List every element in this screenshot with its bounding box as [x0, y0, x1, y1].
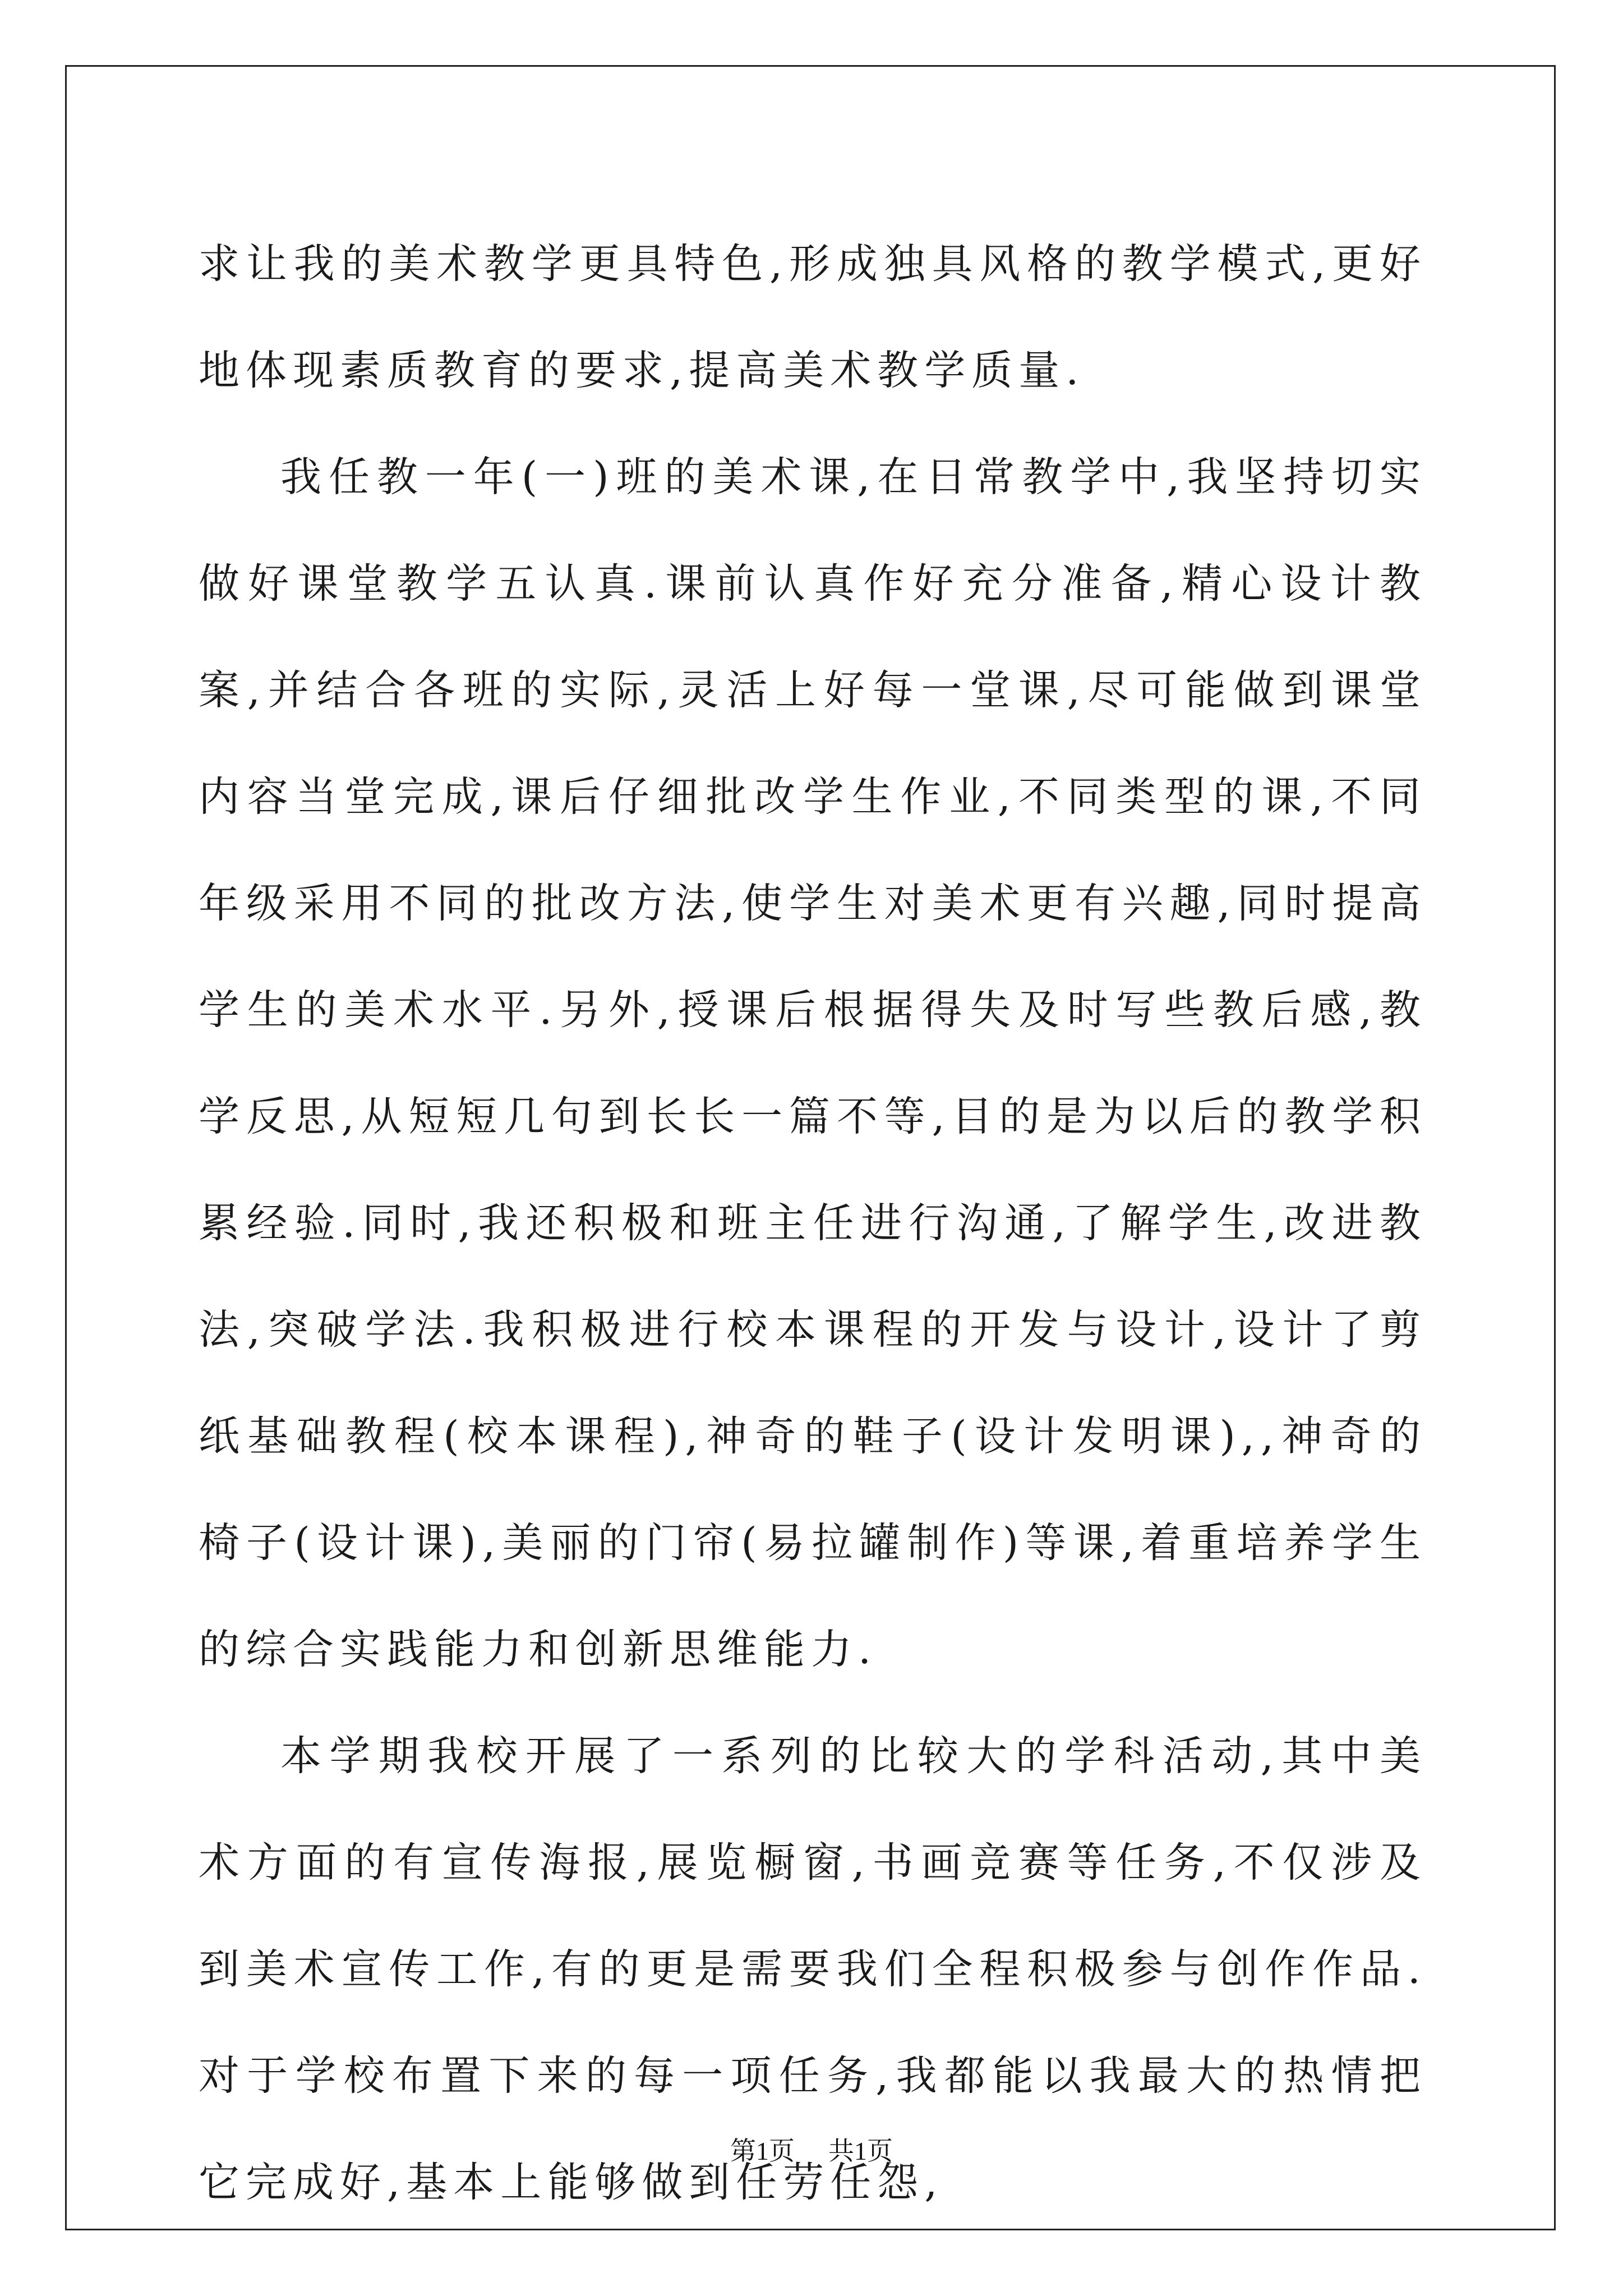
paragraph-2: 我任教一年(一)班的美术课,在日常教学中,我坚持切实做好课堂教学五认真.课前认真作好充分准备,精心设计教案,并结合各班的实际,灵活上好每一堂课,尽可能做到课堂内容当堂完成,课后仔细批改学生作业,不同类型的课,不同年级采用不同的批改方法,使学生对美术更有兴趣,同时提高学生的美术水平.另外,授课后根据得失及时写些教后感,教学反思,从短短几句到长长一篇不等,目的是为以后的教学积累经验.同时,我还积极和班主任进行沟通,了解学生,改进教法,突破学法.我积极进行校本课程的开发与设计,设计了剪纸基础教程(校本课程),神奇的鞋子(设计发明课),,神奇的椅子(设计课),美丽的门帘(易拉罐制作)等课,着重培养学生的综合实践能力和创新思维能力.: [199, 453, 1427, 1673]
document-body: [199, 211, 1427, 2236]
page-number-total: 共1页: [828, 2137, 893, 2165]
paragraph-1: 求让我的美术教学更具特色,形成独具风格的教学模式,更好地体现素质教育的要求,提高美术教学质量.: [199, 240, 1427, 394]
page-footer: [0, 2131, 1623, 2168]
paragraph-3: 本学期我校开展了一系列的比较大的学科活动,其中美术方面的有宣传海报,展览橱窗,书画竞赛等任务,不仅涉及到美术宣传工作,有的更是需要我们全程积极参与创作作品.对于学校布置下来的每一项任务,我都能以我最大的热情把它完成好,基本上能够做到任劳任怨,: [199, 1732, 1427, 2206]
page-number-current: 第1页: [730, 2137, 795, 2165]
